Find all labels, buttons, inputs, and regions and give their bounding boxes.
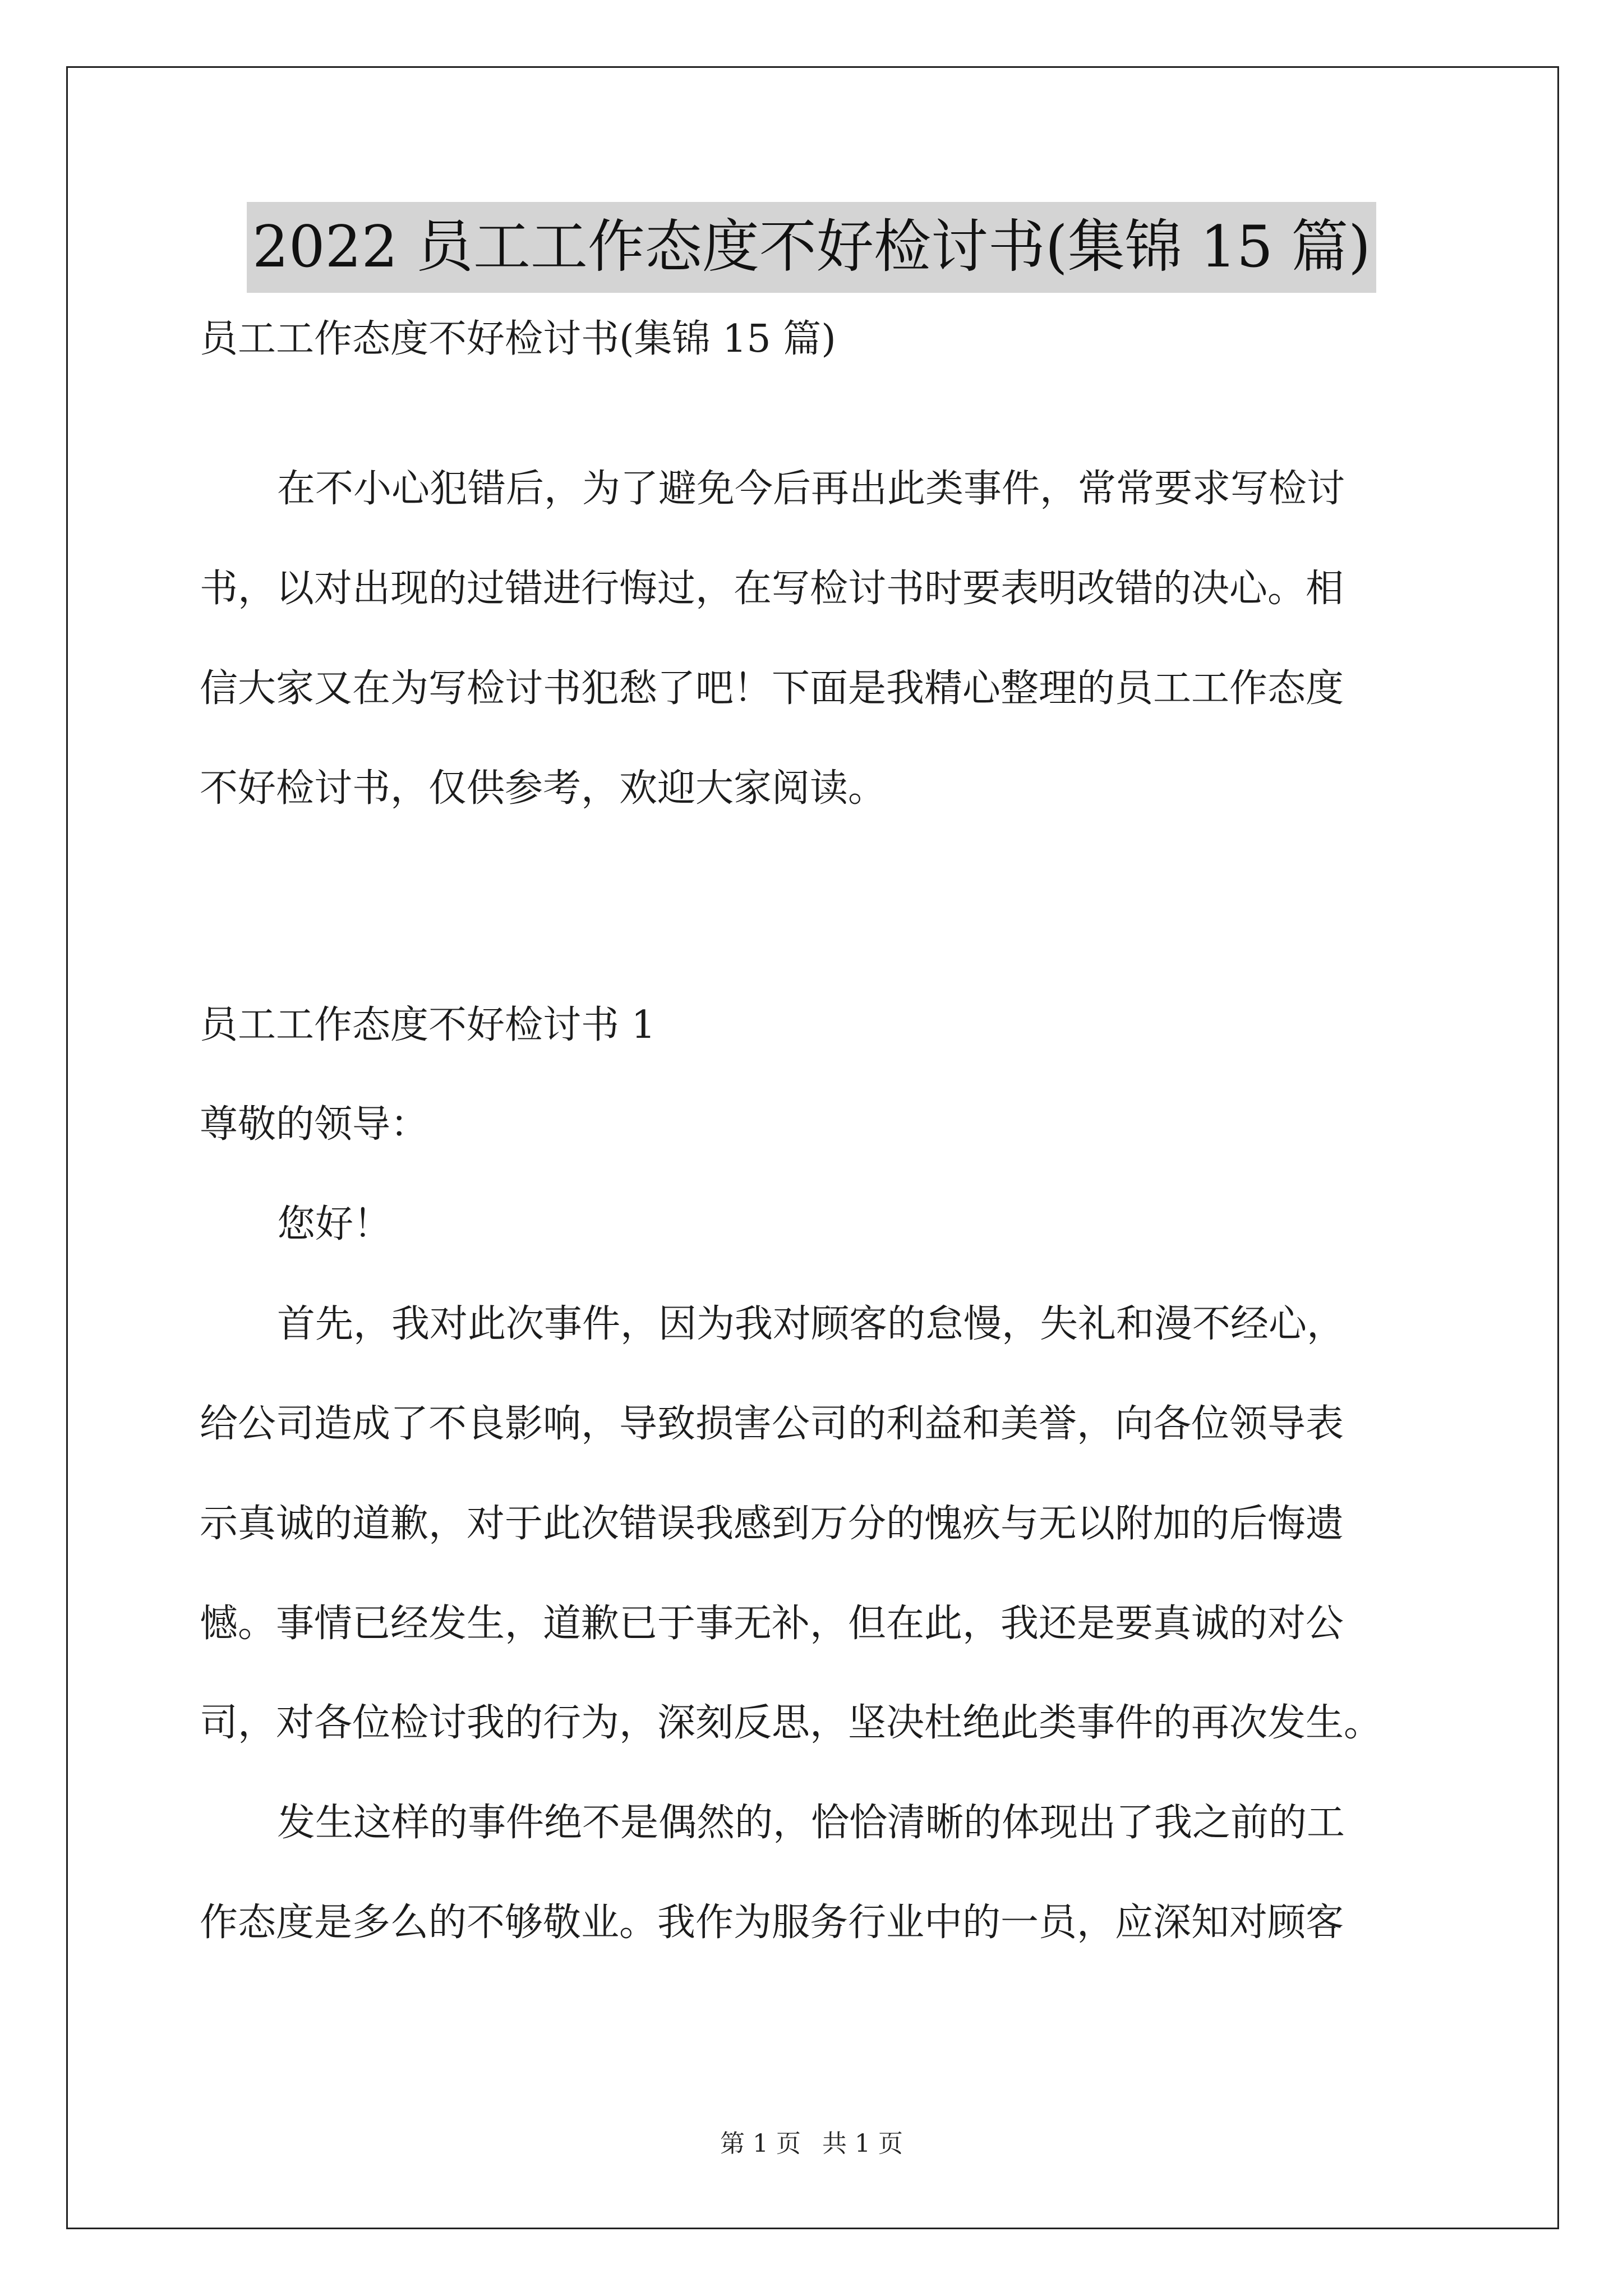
para2-line-2: 作态度是多么的不够敬业。我作为服务行业中的一员，应深知对顾客 xyxy=(200,1901,1344,1945)
para1-line-2: 给公司造成了不良影响，导致损害公司的利益和美誉，向各位领导表 xyxy=(200,1402,1344,1446)
section-heading: 员工工作态度不好检讨书 1 xyxy=(200,1003,656,1047)
page-total: 共 1 页 xyxy=(822,2129,903,2158)
para1-line-5: 司，对各位检讨我的行为，深刻反思，坚决杜绝此类事件的再次发生。 xyxy=(200,1701,1382,1745)
salutation: 尊敬的领导： xyxy=(200,1102,429,1147)
greeting: 您好！ xyxy=(277,1202,392,1246)
page-number: 第 1 页 xyxy=(720,2129,801,2158)
document-title: 2022 员工工作态度不好检讨书(集锦 15 篇) xyxy=(247,202,1376,293)
intro-line-2: 书，以对出现的过错进行悔过，在写检讨书时要表明改错的决心。相 xyxy=(200,567,1344,611)
para1-line-3: 示真诚的道歉，对于此次错误我感到万分的愧疚与无以附加的后悔遗 xyxy=(200,1502,1344,1546)
para1-line-4: 憾。事情已经发生，道歉已于事无补，但在此，我还是要真诚的对公 xyxy=(200,1602,1344,1646)
title-container xyxy=(0,202,1623,293)
intro-line-3: 信大家又在为写检讨书犯愁了吧！下面是我精心整理的员工工作态度 xyxy=(200,666,1344,711)
document-subtitle: 员工工作态度不好检讨书(集锦 15 篇) xyxy=(200,317,836,361)
intro-line-1: 在不小心犯错后，为了避免今后再出此类事件，常常要求写检讨 xyxy=(277,467,1345,511)
page-footer xyxy=(0,2127,1623,2161)
para2-line-1: 发生这样的事件绝不是偶然的，恰恰清晰的体现出了我之前的工 xyxy=(277,1801,1345,1845)
intro-line-4: 不好检讨书，仅供参考，欢迎大家阅读。 xyxy=(200,766,887,811)
para1-line-1: 首先，我对此次事件，因为我对顾客的怠慢，失礼和漫不经心， xyxy=(277,1302,1345,1346)
